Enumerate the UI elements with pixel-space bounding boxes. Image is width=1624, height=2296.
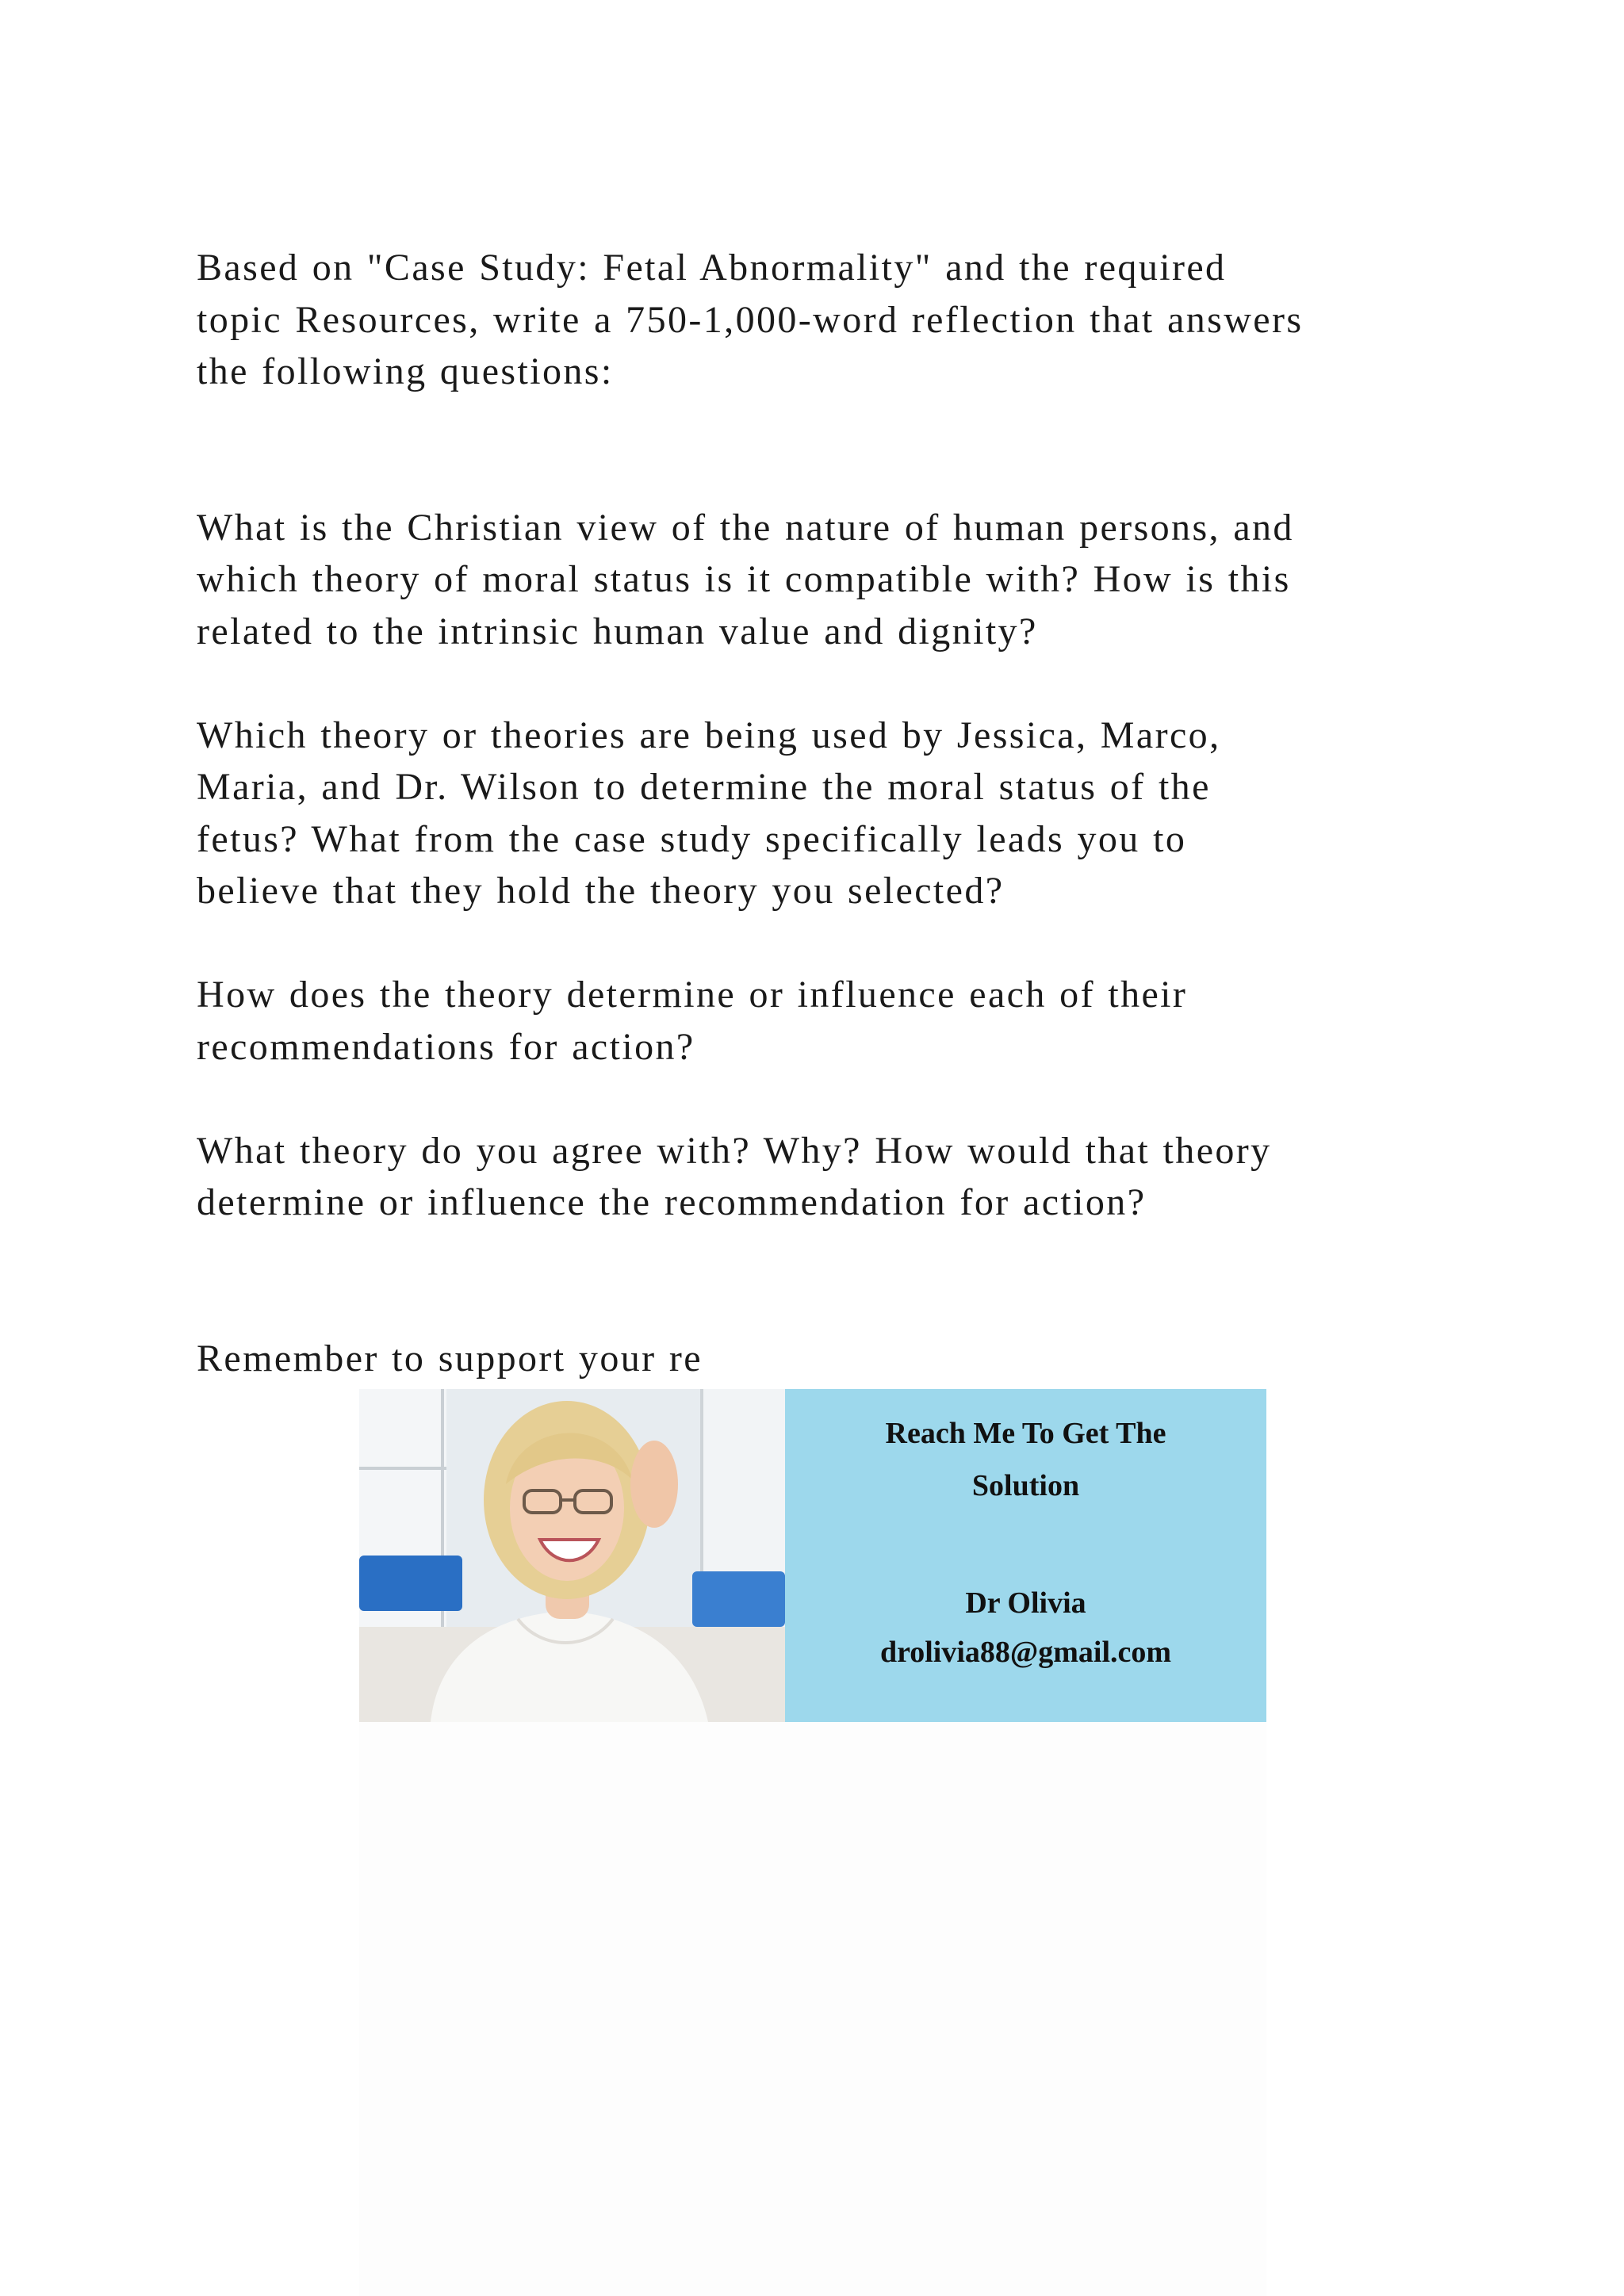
contact-heading-line2: Solution <box>971 1469 1080 1502</box>
woman-portrait-illustration <box>359 1389 785 1722</box>
banner-shadow-area <box>359 1722 1266 2296</box>
tutor-photo <box>359 1389 785 1722</box>
contact-email[interactable]: drolivia88@gmail.com <box>879 1636 1172 1669</box>
contact-heading-line1: Reach Me To Get The <box>885 1417 1166 1450</box>
question-1: What is the Christian view of the nature of human persons, and which theory of moral status is it compatible with? How is this related to the intrinsic human value and dignity? <box>197 506 1294 652</box>
question-4: What theory do you agree with? Why? How would that theory determine or influence the recommendation for action? <box>197 1129 1272 1223</box>
question-2: Which theory or theories are being used by Jessica, Marco, Maria, and Dr. Wilson to determine the moral status of the fetus? What from the case study specifically leads you to believe that they hold the theory you selected? <box>197 714 1221 912</box>
closing-sentence: Remember to support your re <box>197 1337 703 1380</box>
contact-panel <box>785 1389 1266 1722</box>
document-body <box>197 242 1497 1384</box>
question-3: How does the theory determine or influence each of their recommendations for action? <box>197 974 1188 1068</box>
contact-banner <box>359 1389 1266 1722</box>
intro-paragraph: Based on "Case Study: Fetal Abnormality" and the required topic Resources, write a 750-1,000-word reflection that answers the following questions: <box>197 247 1304 392</box>
contact-name: Dr Olivia <box>965 1586 1086 1620</box>
